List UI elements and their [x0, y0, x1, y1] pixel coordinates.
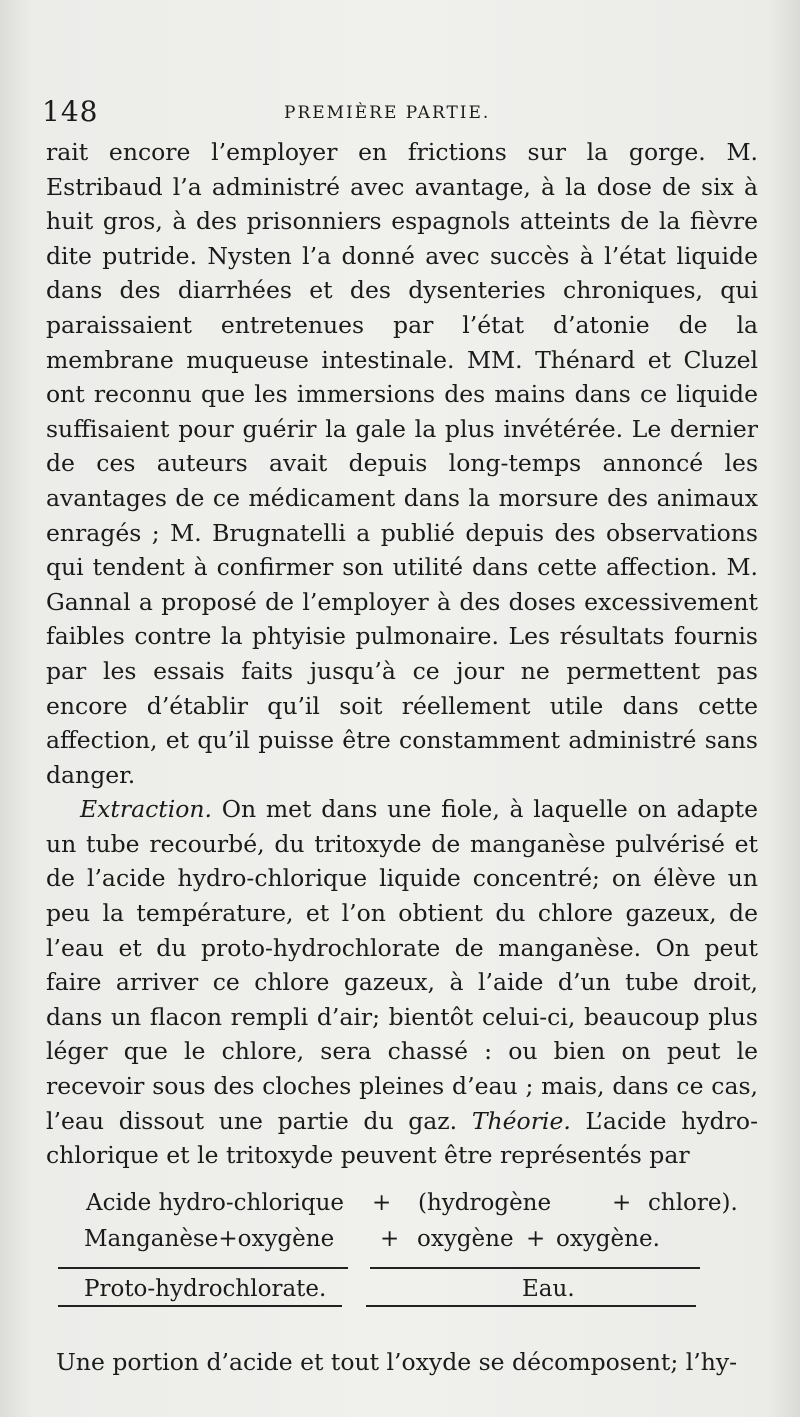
- plus-sign: +: [372, 1190, 392, 1216]
- chlorine-term: chlore).: [648, 1190, 738, 1216]
- hydrogen-term: (hydrogène: [418, 1190, 552, 1216]
- page-header: [42, 95, 762, 135]
- plus-sign: +: [612, 1190, 632, 1216]
- extraction-heading: Extraction.: [80, 795, 212, 824]
- theory-label: Théorie.: [471, 1106, 571, 1135]
- equation-underline-right: [366, 1305, 696, 1307]
- paragraph-medical-uses: rait encore l’employer en frictions sur la gorge. M. Estribaud l’a administré avec avantage, à la dose de six à huit gros, à des prisonniers espagnols atteints de la fièvre dite putride. Nysten l’a donné avec succès à l’état liquide dans des diarrhées et des dysenteries chroniques, qui paraissaient entretenues par l’état d’atonie de la membrane muqueuse intestinale. MM. Thénard et Cluzel ont reconnu que les immersions des mains dans ce liquide suffisaient pour guérir la gale la plus invétérée. Le dernier de ces auteurs avait depuis long-temps annoncé les avantages de ce médicament dans la morsure des animaux enragés ; M. Brugnatelli a publié depuis des observations qui tendent à confirmer son utilité dans cette affection. M. Gannal a proposé de l’employer à des doses excessivement faibles contre la phtyisie pulmonaire. Les résultats fournis par les essais faits jusqu’à ce jour ne permettent pas encore d’établir qu’il soit réellement utile dans cette affection, et qu’il puisse être constamment administré sans danger.: [46, 138, 758, 789]
- equation-underline-left: [58, 1305, 342, 1307]
- product-water: Eau.: [522, 1276, 575, 1302]
- oxygen-term: oxygène: [417, 1226, 514, 1252]
- oxygen-term-2: oxygène.: [556, 1226, 660, 1252]
- equation-row-oxide: [80, 1221, 770, 1257]
- equation-rule-left: [58, 1267, 348, 1269]
- extraction-text: On met dans une fiole, à laquelle on adapte un tube recourbé, du tritoxyde de manganèse pulvérisé et de l’acide hydro-chlorique liquide concentré; on élève un peu la température, et l’on obtient du chlore gazeux, de l’eau et du proto-hydrochlorate de manganèse. On peut faire arriver ce chlore gazeux, à l’aide d’un tube droit, dans un flacon rempli d’air; bientôt celui-ci, beaucoup plus léger que le chlore, sera chassé : ou bien on peut le recevoir sous des cloches pleines d’eau ; mais, dans ce cas, l’eau dissout une partie du gaz.: [46, 795, 758, 1135]
- chemical-equation: [80, 1185, 770, 1302]
- acid-term: Acide hydro-chlorique: [86, 1190, 345, 1216]
- paragraph-extraction: [46, 792, 758, 1173]
- equation-row-acid: [80, 1185, 770, 1221]
- product-protohydrochlorate: Proto-hydrochlorate.: [84, 1276, 327, 1302]
- plus-sign: +: [380, 1226, 400, 1252]
- running-title: PREMIÈRE PARTIE.: [284, 103, 491, 123]
- plus-sign: +: [526, 1226, 546, 1252]
- theory-text: L’acide hydro-chlorique et le tritoxyde peuvent être représentés par: [46, 1106, 759, 1170]
- body-text: [46, 135, 758, 1173]
- page-number: 148: [42, 95, 99, 128]
- manganese-term: Manganèse+oxygène: [84, 1226, 335, 1252]
- closing-line: Une portion d’acide et tout l’oxyde se décomposent; l’hy-: [56, 1348, 738, 1376]
- equation-rule-right: [370, 1267, 700, 1269]
